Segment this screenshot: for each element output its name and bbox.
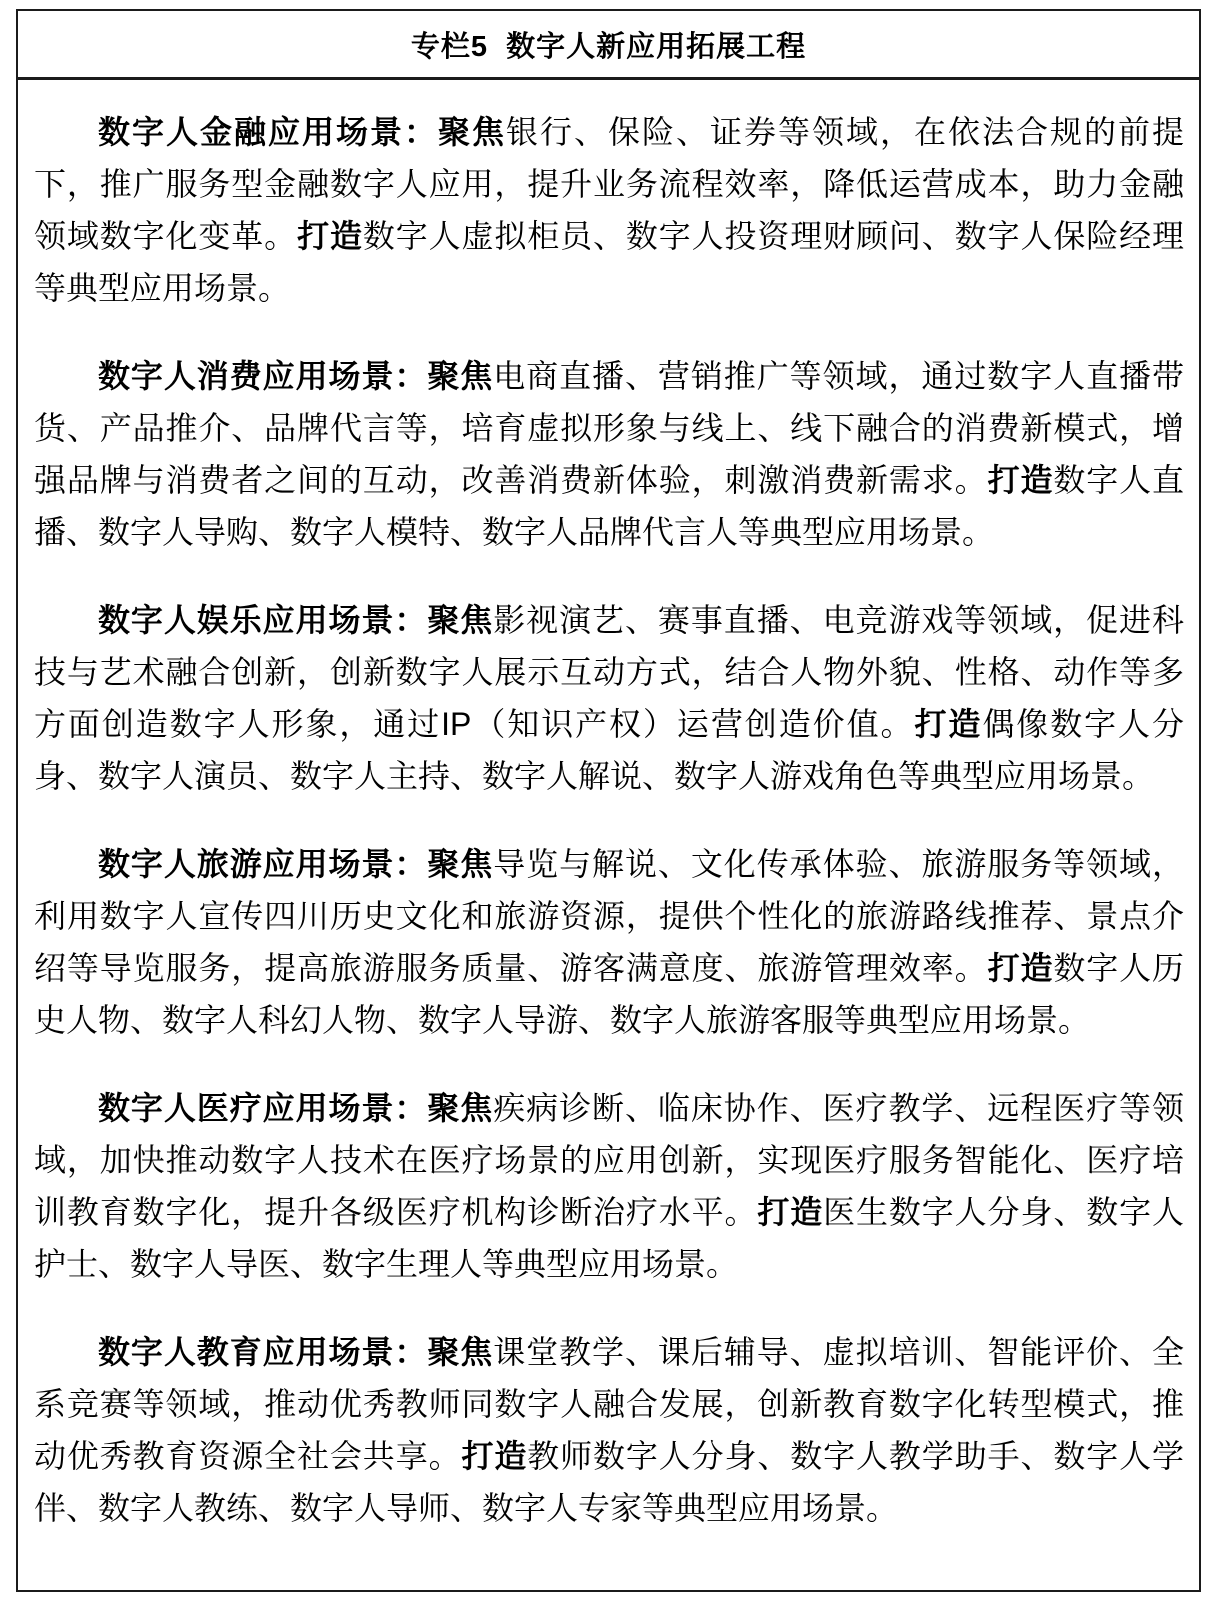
emphasis-text: 打造	[461, 1438, 528, 1474]
body-text: 导览与解说、文化传承体验、旅游服务等领域，利用数字人宣传四川历史文化和旅游资源，提供个性化的旅游路线推荐、景点介绍等导览服务，提高旅游服务质量、游客满意度、旅游管理效率。	[34, 846, 1184, 986]
emphasis-text: 数字人教育应用场景：聚焦	[98, 1334, 494, 1370]
body-text: 课堂教学、课后辅导、虚拟培训、智能评价、全系竞赛等领域，推动优秀教师同数字人融合发展，创新教育数字化转型模式，推动优秀教育资源全社会共享。	[34, 1334, 1184, 1474]
paragraph-6	[34, 1326, 1184, 1534]
panel-header	[18, 11, 1199, 80]
emphasis-text: 打造	[757, 1194, 824, 1230]
body-text: 数字人虚拟柜员、数字人投资理财顾问、数字人保险经理等典型应用场景。	[34, 218, 1184, 306]
body-text: 教师数字人分身、数字人教学助手、数字人学伴、数字人教练、数字人导师、数字人专家等典型应用场景。	[34, 1438, 1184, 1526]
emphasis-text: 数字人消费应用场景：聚焦	[98, 358, 494, 394]
column-panel	[16, 9, 1201, 1592]
body-text: 偶像数字人分身、数字人演员、数字人主持、数字人解说、数字人游戏角色等典型应用场景。	[34, 706, 1184, 794]
emphasis-text: 数字人娱乐应用场景：聚焦	[98, 602, 494, 638]
body-text: 电商直播、营销推广等领域，通过数字人直播带货、产品推介、品牌代言等，培育虚拟形象与线上、线下融合的消费新模式，增强品牌与消费者之间的互动，改善消费新体验，刺激消费新需求。	[34, 358, 1184, 498]
paragraph-2	[34, 350, 1184, 558]
emphasis-text: 打造	[987, 950, 1054, 986]
body-text: 疾病诊断、临床协作、医疗教学、远程医疗等领域，加快推动数字人技术在医疗场景的应用创新，实现医疗服务智能化、医疗培训教育数字化，提升各级医疗机构诊断治疗水平。	[34, 1090, 1184, 1230]
paragraph-3	[34, 594, 1184, 802]
body-text: 数字人直播、数字人导购、数字人模特、数字人品牌代言人等典型应用场景。	[34, 462, 1184, 550]
emphasis-text: 打造	[297, 218, 363, 254]
emphasis-text: 数字人医疗应用场景：聚焦	[98, 1090, 494, 1126]
emphasis-text: 打造	[914, 706, 983, 742]
panel-body	[18, 80, 1199, 1554]
emphasis-text: 数字人金融应用场景：聚焦	[98, 114, 506, 150]
body-text: 影视演艺、赛事直播、电竞游戏等领域，促进科技与艺术融合创新，创新数字人展示互动方式，结合人物外貌、性格、动作等多方面创造数字人形象，通过IP（知识产权）运营创造价值。	[34, 602, 1184, 742]
emphasis-text: 打造	[987, 462, 1054, 498]
paragraph-1	[34, 106, 1184, 314]
emphasis-text: 数字人旅游应用场景：聚焦	[98, 846, 494, 882]
paragraph-5	[34, 1082, 1184, 1290]
body-text: 数字人历史人物、数字人科幻人物、数字人导游、数字人旅游客服等典型应用场景。	[34, 950, 1184, 1038]
panel-title: 专栏5 数字人新应用拓展工程	[410, 30, 807, 63]
paragraph-4	[34, 838, 1184, 1046]
body-text: 银行、保险、证券等领域，在依法合规的前提下，推广服务型金融数字人应用，提升业务流程效率，降低运营成本，助力金融领域数字化变革。	[34, 114, 1184, 254]
body-text: 医生数字人分身、数字人护士、数字人导医、数字生理人等典型应用场景。	[34, 1194, 1184, 1282]
